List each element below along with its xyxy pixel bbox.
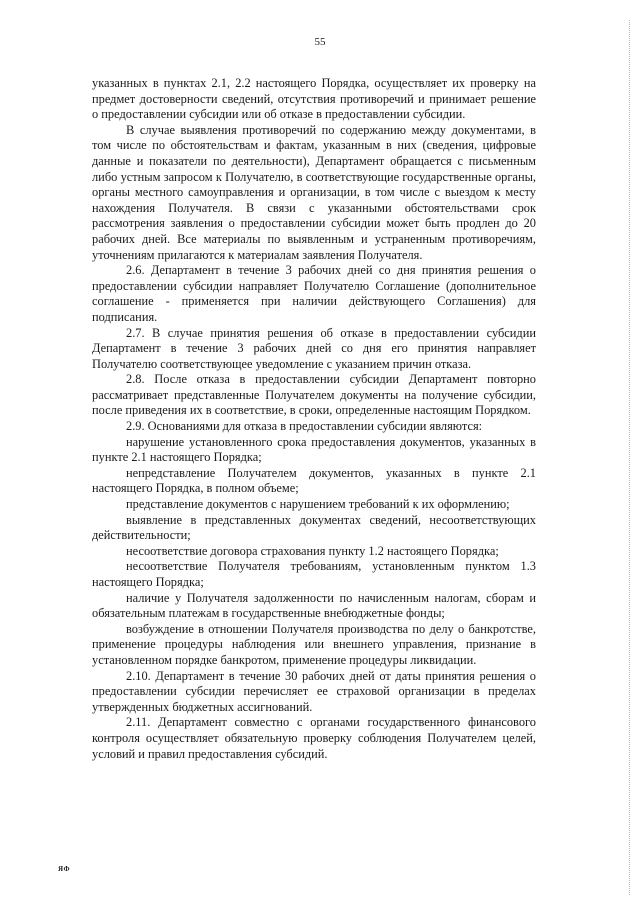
refusal-ground-debt: наличие у Получателя задолженности по начисленным налогам, сборам и обязательным платежам в государственные внебюджетные фонды; (92, 590, 536, 621)
refusal-ground-false-info: выявление в представленных документах сведений, несоответствующих действительности; (92, 512, 536, 543)
paragraph-2-7: 2.7. В случае принятия решения об отказе в предоставлении субсидии Департамент в течение 3 рабочих дней со дня его принятия направляет Получателю соответствующее уведомление с указанием причин отказа. (92, 325, 536, 371)
page-number: 55 (314, 36, 326, 48)
paragraph-contradictions: В случае выявления противоречий по содержанию между документами, в том числе по обстоятельствам и фактам, указанным в них (сведения, цифровые данные и показатели по деятельности), Департамент обращается с письменным либо устным запросом к Получателю, в соответствующие государственные органы, органы местного самоуправления и организации, в том числе с выездом к месту нахождения Получателя. В связи с указанными обстоятельствами срок рассмотрения заявления о предоставлении субсидии может быть продлен до 20 рабочих дней. Все материалы по выявленным и устраненным противоречиям, уточнениям прилагаются к материалам заявления Получателя. (92, 122, 536, 262)
document-text (92, 76, 536, 762)
paragraph-2-11: 2.11. Департамент совместно с органами государственного финансового контроля осуществляет обязательную проверку соблюдения Получателем целей, условий и правил предоставления субсидий. (92, 715, 536, 761)
scan-edge-line (628, 20, 630, 895)
refusal-ground-bankruptcy: возбуждение в отношении Получателя производства по делу о банкротстве, применение процедуры наблюдения или внешнего управления, признание в установленном порядке банкротом, применение процедуры ликвидации. (92, 621, 536, 667)
refusal-ground-insurance: несоответствие договора страхования пункту 1.2 настоящего Порядка; (126, 543, 499, 558)
refusal-ground-format: представление документов с нарушением требований к их оформлению; (126, 497, 510, 512)
paragraph-2-9: 2.9. Основаниями для отказа в предоставлении субсидии являются: (126, 419, 483, 434)
refusal-ground-deadline: нарушение установленного срока предоставления документов, указанных в пункте 2.1 настоящего Порядка; (92, 434, 536, 465)
refusal-ground-requirements: несоответствие Получателя требованиям, установленным пунктом 1.3 настоящего Порядка; (92, 559, 536, 589)
footer-mark: ЯФ (58, 865, 71, 873)
paragraph-2-6: 2.6. Департамент в течение 3 рабочих дней со дня принятия решения о предоставлении субсидии направляет Получателю Соглашение (дополнительное соглашение - применяется при наличии действующего Соглашения) для подписания. (92, 263, 536, 324)
paragraph-2-8: 2.8. После отказа в предоставлении субсидии Департамент повторно рассматривает представленные Получателем документы на получение субсидии, после приведения их в соответствие, в сроки, определенные настоящим Порядком. (92, 372, 536, 418)
paragraph-continuation: указанных в пунктах 2.1, 2.2 настоящего Порядка, осуществляет их проверку на предмет достоверности сведений, отсутствия противоречий и принимает решение о предоставлении субсидии или об отказе в предоставлении субсидии. (92, 76, 536, 122)
paragraph-2-10: 2.10. Департамент в течение 30 рабочих дней от даты принятия решения о предоставлении субсидии перечисляет ее страховой организации в пределах утвержденных бюджетных ассигнований. (92, 668, 536, 714)
refusal-ground-incomplete: непредставление Получателем документов, указанных в пункте 2.1 настоящего Порядка, в полном объеме; (92, 465, 536, 496)
